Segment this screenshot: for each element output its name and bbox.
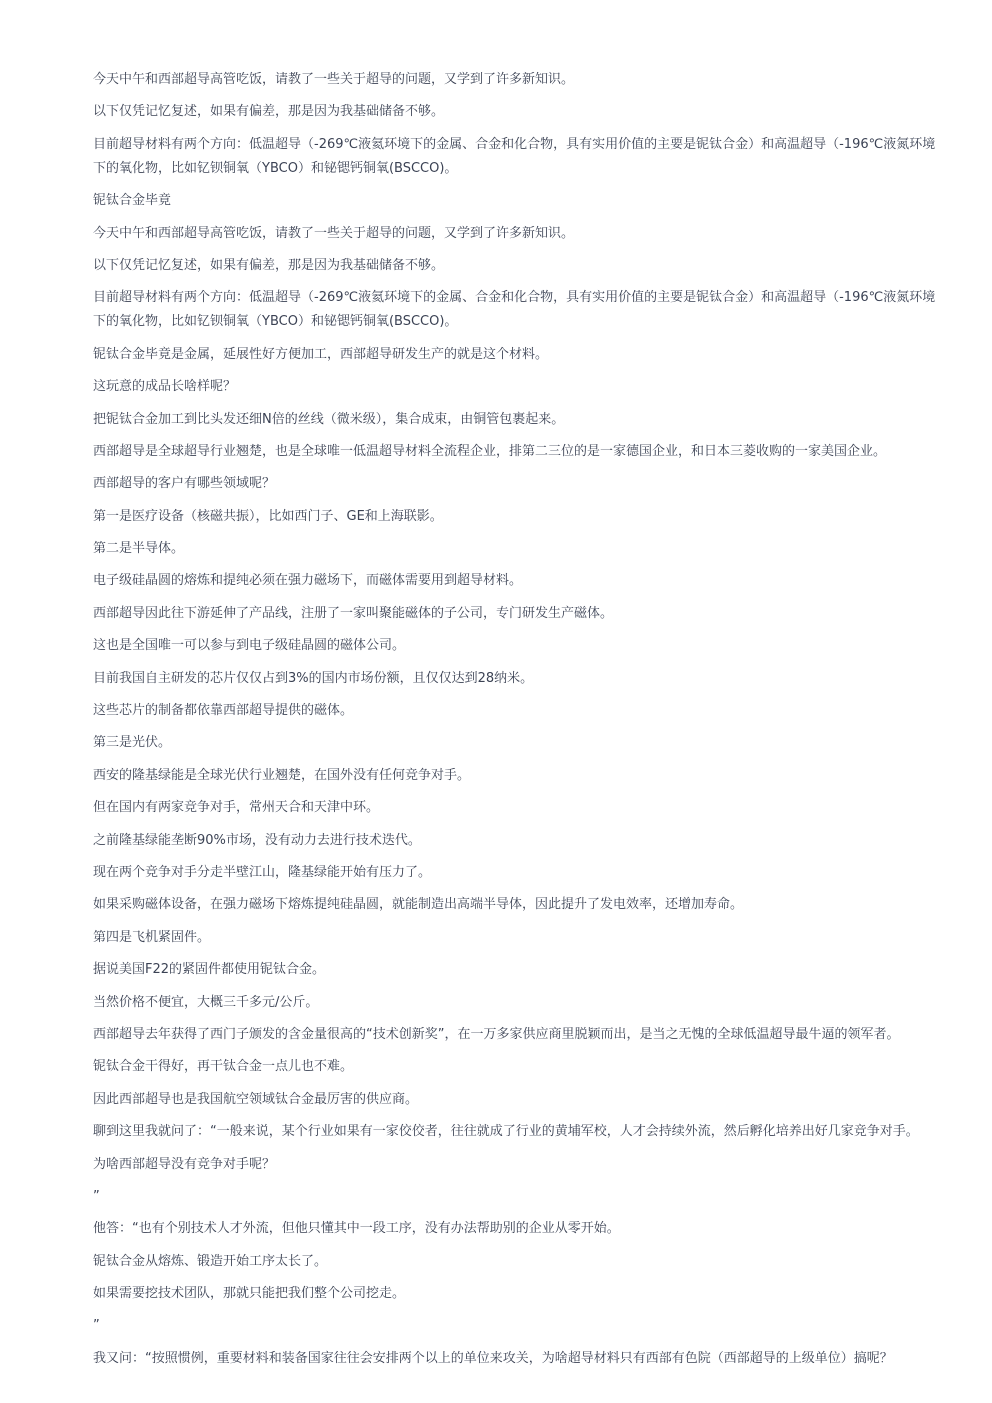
paragraph: 但在国内有两家竞争对手，常州天合和天津中环。 (93, 800, 380, 816)
paragraph: 据说美国F22的紧固件都使用铌钛合金。 (93, 962, 326, 978)
paragraph: 之前隆基绿能垄断90%市场，没有动力去进行技术迭代。 (93, 832, 421, 848)
paragraph: 这玩意的成品长啥样呢？ (93, 379, 237, 395)
paragraph: ” (93, 1188, 100, 1204)
paragraph: 第二是半导体。 (93, 541, 185, 557)
paragraph: 目前超导材料有两个方向：低温超导（-269℃液氦环境下的金属、合金和化合物，具有实用价值的主要是铌钛合金）和高温超导（-196℃液氮环境下的氧化物，比如钇钡铜氧（YBCO）和铋锶钙铜氧(BSCCO)。 (93, 290, 936, 330)
paragraph: 今天中午和西部超导高管吃饭，请教了一些关于超导的问题，又学到了许多新知识。 (93, 72, 575, 87)
paragraph: 西安的隆基绿能是全球光伏行业翘楚，在国外没有任何竞争对手。 (93, 767, 471, 783)
paragraph: 铌钛合金干得好，再干钛合金一点儿也不难。 (93, 1059, 354, 1075)
paragraph: 如果采购磁体设备，在强力磁场下熔炼提纯硅晶圆，就能制造出高端半导体，因此提升了发电效率，还增加寿命。 (93, 897, 744, 913)
paragraph: 铌钛合金毕竟 (93, 193, 172, 209)
article-body (93, 68, 943, 1379)
paragraph: 西部超导是全球超导行业翘楚，也是全球唯一低温超导材料全流程企业，排第二三位的是一家德国企业，和日本三菱收购的一家美国企业。 (93, 443, 887, 459)
paragraph: 这些芯片的制备都依靠西部超导提供的磁体。 (93, 703, 354, 719)
paragraph: 这也是全国唯一可以参与到电子级硅晶圆的磁体公司。 (93, 638, 406, 654)
paragraph: 电子级硅晶圆的熔炼和提纯必须在强力磁场下，而磁体需要用到超导材料。 (93, 573, 523, 589)
paragraph: 我又问：“按照惯例，重要材料和装备国家往往会安排两个以上的单位来攻关，为啥超导材料只有西部有色院（西部超导的上级单位）搞呢？ (93, 1350, 893, 1366)
paragraph: 当然价格不便宜，大概三千多元/公斤。 (93, 994, 319, 1010)
paragraph: 西部超导因此往下游延伸了产品线，注册了一家叫聚能磁体的子公司，专门研发生产磁体。 (93, 605, 614, 621)
paragraph: 第四是飞机紧固件。 (93, 929, 211, 945)
paragraph: 以下仅凭记忆复述，如果有偏差，那是因为我基础储备不够。 (93, 104, 445, 120)
paragraph: 把铌钛合金加工到比头发还细N倍的丝线（微米级），集合成束，由铜管包裹起来。 (93, 411, 565, 427)
paragraph: 今天中午和西部超导高管吃饭，请教了一些关于超导的问题，又学到了许多新知识。 (93, 225, 575, 241)
paragraph: 第三是光伏。 (93, 735, 172, 751)
paragraph: 如果需要挖技术团队，那就只能把我们整个公司挖走。 (93, 1286, 406, 1302)
paragraph: 因此西部超导也是我国航空领域钛合金最厉害的供应商。 (93, 1091, 419, 1107)
paragraph: 西部超导去年获得了西门子颁发的含金量很高的“技术创新奖”，在一万多家供应商里脱颖而出，是当之无愧的全球低温超导最牛逼的领军者。 (93, 1026, 900, 1042)
paragraph: 铌钛合金从熔炼、锻造开始工序太长了。 (93, 1253, 328, 1269)
paragraph: 第一是医疗设备（核磁共振），比如西门子、GE和上海联影。 (93, 508, 443, 524)
paragraph: ” (93, 1318, 100, 1334)
paragraph: 目前我国自主研发的芯片仅仅占到3%的国内市场份额，且仅仅达到28纳米。 (93, 670, 534, 686)
paragraph: 西部超导的客户有哪些领域呢？ (93, 476, 276, 492)
paragraph: 他答：“也有个别技术人才外流，但他只懂其中一段工序，没有办法帮助别的企业从零开始。 (93, 1221, 620, 1237)
paragraph: 目前超导材料有两个方向：低温超导（-269℃液氦环境下的金属、合金和化合物，具有实用价值的主要是铌钛合金）和高温超导（-196℃液氮环境下的氧化物，比如钇钡铜氧（YBCO）和铋锶钙铜氧(BSCCO)。 (93, 136, 936, 176)
paragraph: 现在两个竞争对手分走半壁江山，隆基绿能开始有压力了。 (93, 864, 432, 880)
paragraph: 聊到这里我就问了：“一般来说，某个行业如果有一家佼佼者，往往就成了行业的黄埔军校，人才会持续外流，然后孵化培养出好几家竞争对手。 (93, 1124, 919, 1140)
paragraph: 以下仅凭记忆复述，如果有偏差，那是因为我基础储备不够。 (93, 257, 445, 273)
paragraph: 铌钛合金毕竟是金属，延展性好方便加工，西部超导研发生产的就是这个材料。 (93, 346, 549, 362)
paragraph: 为啥西部超导没有竞争对手呢？ (93, 1156, 276, 1172)
